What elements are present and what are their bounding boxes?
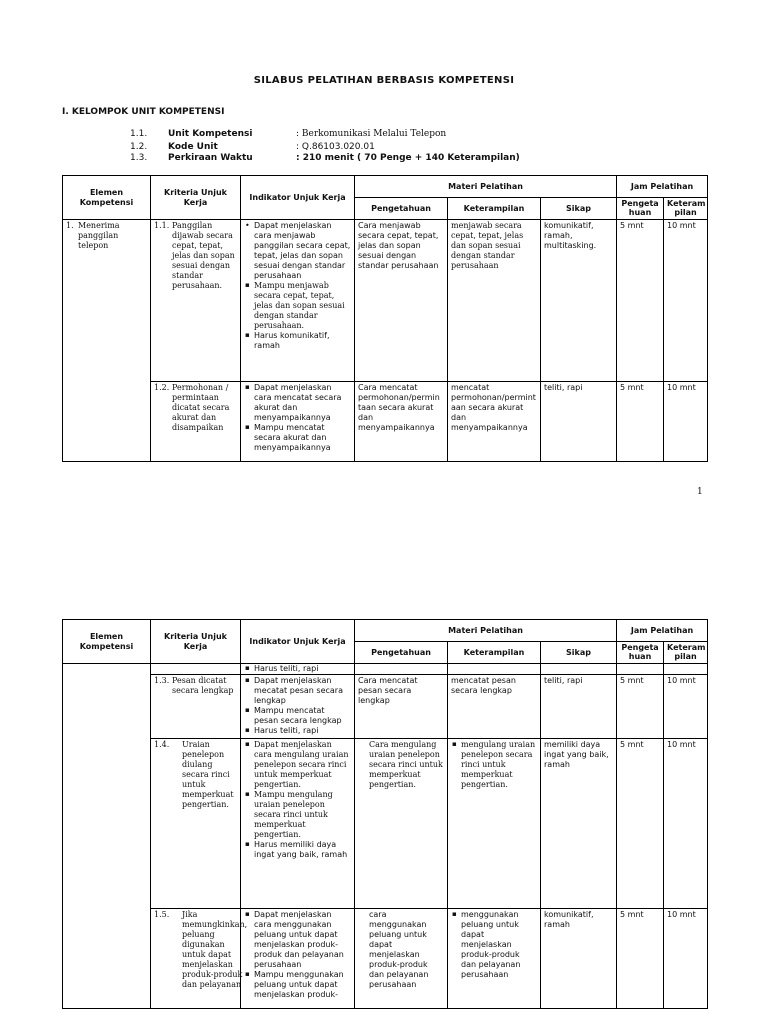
table-row xyxy=(63,664,708,675)
list-item: ▪ Mampu menggunakan peluang untuk dapat menjelaskan produk- xyxy=(254,970,351,1000)
jam-keterampilan-cell xyxy=(664,664,708,675)
header-pengetahuan: Pengetahuan xyxy=(355,642,448,664)
list-item: ▪ Mampu menjawab secara cepat, tepat, jelas dan sopan sesuai dengan standar perusahaan. xyxy=(254,281,351,331)
meta-num: 1.3. xyxy=(130,153,148,163)
keterampilan-cell xyxy=(448,909,541,1009)
jam-pengetahuan-cell: 5 mnt xyxy=(617,909,664,1009)
keterampilan-cell: menjawab secara cepat, tepat, jelas dan sopan sesuai dengan standar perusahaan xyxy=(448,220,541,382)
table-row xyxy=(63,675,708,739)
header-jam-pengetahuan: Pengeta huan xyxy=(617,198,664,220)
sikap-cell: teliti, rapi xyxy=(541,675,617,739)
pengetahuan-cell xyxy=(355,664,448,675)
list-item: ▪ Mampu mengulang uraian penelepon secara rinci untuk memperkuat pengertian. xyxy=(254,790,351,840)
header-kriteria: Kriteria Unjuk Kerja xyxy=(151,620,241,664)
jam-pengetahuan-cell: 5 mnt xyxy=(617,220,664,382)
section-heading: I. KELOMPOK UNIT KOMPETENSI xyxy=(62,107,225,117)
list-item: ▪ Harus komunikatif, ramah xyxy=(254,331,351,351)
elemen-cell xyxy=(63,220,151,462)
pengetahuan-cell: Cara menjawab secara cepat, tepat, jelas dan sopan sesuai dengan standar perusahaan xyxy=(355,220,448,382)
indikator-cell xyxy=(241,382,355,462)
list-item: ▪ Mampu mencatat pesan secara lengkap xyxy=(254,706,351,726)
pengetahuan-cell: cara menggunakan peluang untuk dapat menjelaskan produk-produk dan pelayanan perusahaan xyxy=(355,909,448,1009)
list-item: ▪ mengulang uraian penelepon secara rinci untuk memperkuat pengertian. xyxy=(461,740,537,790)
jam-keterampilan-cell: 10 mnt xyxy=(664,220,708,382)
header-sikap: Sikap xyxy=(541,642,617,664)
meta-label: Kode Unit xyxy=(168,142,218,152)
kriteria-cell xyxy=(151,909,248,1009)
table-row xyxy=(63,909,708,1009)
jam-keterampilan-cell: 10 mnt xyxy=(664,382,708,462)
pengetahuan-cell: Cara mengulang uraian penelepon secara rinci untuk memperkuat pengertian. xyxy=(355,739,448,909)
indikator-cell xyxy=(241,739,355,909)
header-kriteria: Kriteria Unjuk Kerja xyxy=(151,176,241,220)
header-indikator: Indikator Unjuk Kerja xyxy=(241,620,355,664)
jam-keterampilan-cell: 10 mnt xyxy=(664,909,708,1009)
page-title: SILABUS PELATIHAN BERBASIS KOMPETENSI xyxy=(253,75,515,86)
meta-num: 1.1. xyxy=(130,129,148,139)
list-item: ▪ Dapat menjelaskan cara mengulang uraian penelepon secara rinci untuk memperkuat pengertian. xyxy=(254,740,351,790)
jam-keterampilan-cell: 10 mnt xyxy=(664,739,708,909)
sikap-cell: memiliki daya ingat yang baik, ramah xyxy=(541,739,617,909)
header-jam-keterampilan: Keteram pilan xyxy=(664,198,708,220)
meta-label: Perkiraan Waktu xyxy=(168,153,253,163)
header-elemen: Elemen Kompetensi xyxy=(63,620,151,664)
kriteria-text: Uraian penelepon diulang secara rinci untuk memperkuat pengertian. xyxy=(182,740,234,809)
keterampilan-cell: mencatat permohonan/permint aan secara akurat dan menyampaikannya xyxy=(448,382,541,462)
kriteria-number: 1.3. xyxy=(154,676,170,685)
table-row xyxy=(63,220,708,382)
kriteria-number: 1.1. xyxy=(154,221,170,230)
header-jam: Jam Pelatihan xyxy=(617,176,708,198)
pengetahuan-cell: Cara mencatat permohonan/permin taan secara akurat dan menyampaikannya xyxy=(355,382,448,462)
jam-pengetahuan-cell: 5 mnt xyxy=(617,739,664,909)
header-jam-pengetahuan: Pengeta huan xyxy=(617,642,664,664)
syllabus-table-page1 xyxy=(62,175,708,462)
kriteria-cell xyxy=(151,220,241,382)
kriteria-cell xyxy=(151,675,241,739)
kriteria-number: 1.4. xyxy=(154,740,170,749)
header-sikap: Sikap xyxy=(541,198,617,220)
list-item: ▪ Dapat menjelaskan cara menggunakan peluang untuk dapat menjelaskan produk-produk dan pelayanan perusahaan xyxy=(254,910,351,970)
list-item: ▪ Harus memiliki daya ingat yang baik, ramah xyxy=(254,840,351,860)
pengetahuan-cell: Cara mencatat pesan secara lengkap xyxy=(355,675,448,739)
meta-label: Unit Kompetensi xyxy=(168,129,253,139)
meta-value: : 210 menit ( 70 Penge + 140 Keterampilan) xyxy=(296,153,520,163)
indikator-cell xyxy=(241,675,355,739)
jam-pengetahuan-cell: 5 mnt xyxy=(617,382,664,462)
jam-keterampilan-cell: 10 mnt xyxy=(664,675,708,739)
header-jam: Jam Pelatihan xyxy=(617,620,708,642)
kriteria-text: Jika memungkinkan, peluang digunakan untuk dapat menjelaskan produk-produk dan pelayanan xyxy=(182,910,248,989)
header-elemen: Elemen Kompetensi xyxy=(63,176,151,220)
sikap-cell: komunikatif, ramah xyxy=(541,909,617,1009)
header-keterampilan: Keterampilan xyxy=(448,642,541,664)
list-item: ▪ Dapat menjelaskan mecatat pesan secara lengkap xyxy=(254,676,351,706)
header-keterampilan: Keterampilan xyxy=(448,198,541,220)
kriteria-cell xyxy=(151,739,241,909)
list-item: ▪ Harus teliti, rapi xyxy=(254,664,351,674)
keterampilan-cell xyxy=(448,664,541,675)
header-materi: Materi Pelatihan xyxy=(355,620,617,642)
page-number: 1 xyxy=(697,487,703,497)
kriteria-text: Panggilan dijawab secara cepat, tepat, jelas dan sopan sesuai dengan standar perusahaan. xyxy=(172,221,235,290)
header-pengetahuan: Pengetahuan xyxy=(355,198,448,220)
kriteria-number: 1.2. xyxy=(154,383,170,392)
kriteria-cell xyxy=(151,382,241,462)
list-item: ▪ Harus teliti, rapi xyxy=(254,726,351,736)
header-indikator: Indikator Unjuk Kerja xyxy=(241,176,355,220)
sikap-cell: komunikatif, ramah, multitasking. xyxy=(541,220,617,382)
list-item: ▪ menggunakan peluang untuk dapat menjelaskan produk-produk dan pelayanan perusahaan xyxy=(461,910,537,980)
sikap-cell: teliti, rapi xyxy=(541,382,617,462)
sikap-cell xyxy=(541,664,617,675)
meta-num: 1.2. xyxy=(130,142,148,152)
meta-value: : Berkomunikasi Melalui Telepon xyxy=(296,129,447,139)
kriteria-text: Permohonan / permintaan dicatat secara akurat dan disampaikan xyxy=(172,383,230,432)
header-jam-keterampilan: Keteram pilan xyxy=(664,642,708,664)
elemen-number: 1. xyxy=(66,221,74,230)
elemen-text: Menerima panggilan telepon xyxy=(78,221,120,250)
kriteria-text: Pesan dicatat secara lengkap xyxy=(172,676,234,695)
elemen-cell xyxy=(63,664,151,1009)
jam-pengetahuan-cell: 5 mnt xyxy=(617,675,664,739)
table-row xyxy=(63,739,708,909)
syllabus-table-page2 xyxy=(62,619,708,1009)
keterampilan-cell xyxy=(448,739,541,909)
list-item: • Dapat menjelaskan cara menjawab panggilan secara cepat, tepat, jelas dan sopan sesuai dengan standar perusahaan xyxy=(254,221,351,281)
list-item: ▪ Dapat menjelaskan cara mencatat secara akurat dan menyampaikannya xyxy=(254,383,351,423)
indikator-cell xyxy=(241,220,355,382)
jam-pengetahuan-cell xyxy=(617,664,664,675)
kriteria-cell xyxy=(151,664,241,675)
indikator-cell xyxy=(241,664,355,675)
list-item: ▪ Mampu mencatat secara akurat dan menyampaikannya xyxy=(254,423,351,453)
meta-value: : Q.86103.020.01 xyxy=(296,142,375,152)
table-row xyxy=(63,382,708,462)
header-materi: Materi Pelatihan xyxy=(355,176,617,198)
indikator-cell xyxy=(241,909,355,1009)
kriteria-number: 1.5. xyxy=(154,910,170,919)
keterampilan-cell: mencatat pesan secara lengkap xyxy=(448,675,541,739)
